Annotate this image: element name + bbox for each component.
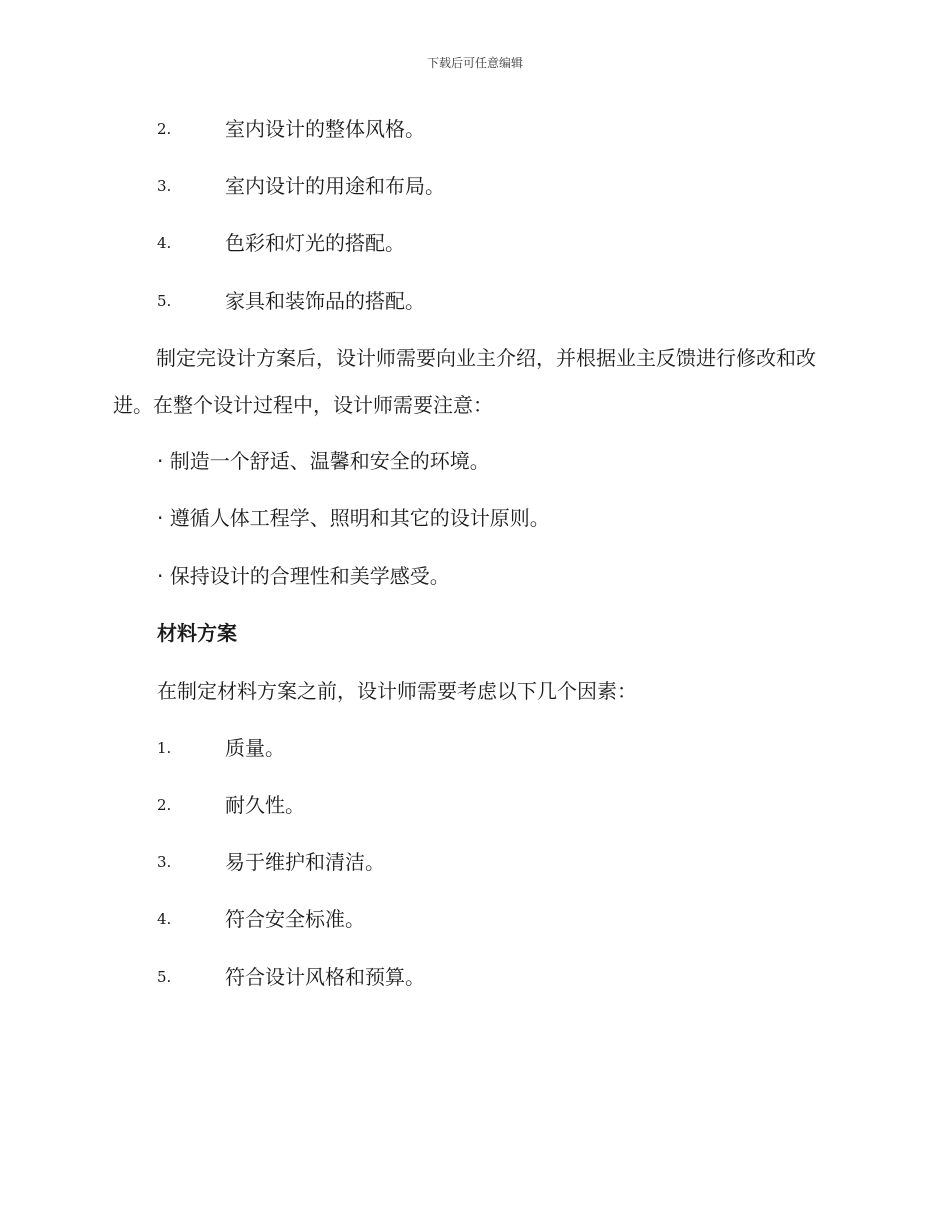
list-text: 符合设计风格和预算。 xyxy=(225,965,425,989)
bullet-item: · 保持设计的合理性和美学感受。 xyxy=(157,564,450,588)
list-text: 质量。 xyxy=(225,736,285,760)
list-number: 4. xyxy=(157,910,172,928)
list-number: 3. xyxy=(157,853,172,871)
section-heading: 材料方案 xyxy=(157,621,237,645)
list-text: 家具和装饰品的搭配。 xyxy=(225,289,425,313)
list-text: 室内设计的整体风格。 xyxy=(225,117,425,141)
list-number: 2. xyxy=(157,796,172,814)
list-number: 4. xyxy=(157,234,172,252)
list-text: 色彩和灯光的搭配。 xyxy=(225,231,405,255)
list-number: 3. xyxy=(157,177,172,195)
list-number: 2. xyxy=(157,120,172,138)
intro-paragraph: 在制定材料方案之前，设计师需要考虑以下几个因素： xyxy=(157,679,637,703)
page-header: 下载后可任意编辑 xyxy=(426,56,523,70)
list-text: 耐久性。 xyxy=(225,793,305,817)
bullet-item: · 制造一个舒适、温馨和安全的环境。 xyxy=(157,449,490,473)
list-text: 符合安全标准。 xyxy=(225,907,365,931)
list-text: 易于维护和清洁。 xyxy=(225,850,385,874)
list-number: 5. xyxy=(157,968,172,986)
list-number: 1. xyxy=(157,739,172,757)
list-number: 5. xyxy=(157,292,172,310)
bullet-item: · 遵循人体工程学、照明和其它的设计原则。 xyxy=(157,506,550,530)
body-paragraph: 制定完设计方案后，设计师需要向业主介绍，并根据业主反馈进行修改和改进。在整个设计过程中，设计师需要注意： xyxy=(113,346,816,417)
list-text: 室内设计的用途和布局。 xyxy=(225,174,445,198)
